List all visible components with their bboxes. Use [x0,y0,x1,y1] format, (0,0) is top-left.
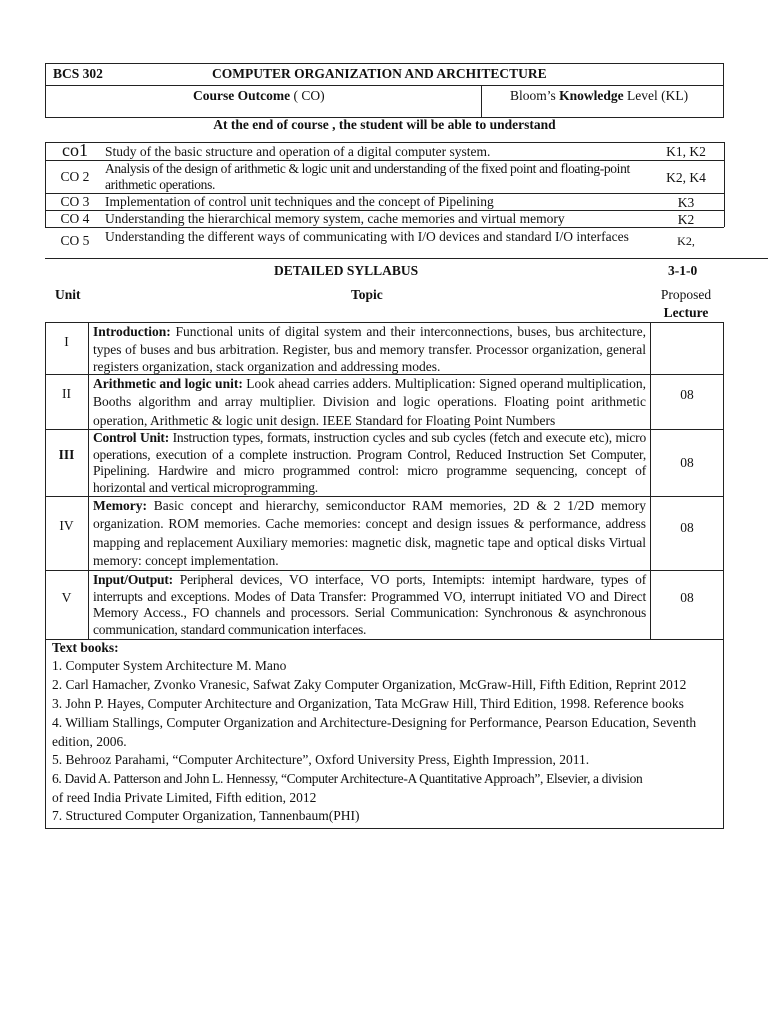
kl-column-label-suffix: Level (KL) [623,88,689,103]
co-left-border [45,142,46,227]
co-id: CO 4 [60,211,90,226]
unit-topic [93,430,646,497]
lecture-header-line1: Proposed [660,287,712,302]
unit-column-header: Unit [55,287,81,302]
unit-number: IV [59,518,74,534]
unit-topic [93,323,646,376]
unit-topic-body: Functional units of digital system and their interconnections, buses, bus architecture, types of buses and bus arbitration. Register, bus and memory transfer. Processor organization, general registers organization, stack organization and addressing modes. [93,324,646,375]
co-id: CO 2 [60,169,90,184]
unit-lecture: 08 [680,387,694,403]
kl-column-header [510,88,688,104]
syllabus-rule-5 [45,639,724,640]
header-divider [45,85,724,86]
syllabus-ltp: 3-1-0 [668,263,698,278]
course-code: BCS 302 [53,66,103,81]
topic-column-header: Topic [351,287,383,302]
co-kl: K3 [677,195,695,210]
unit-number: III [58,447,75,463]
unit-number: I [64,334,69,350]
textbook-line: 6. David A. Patterson and John L. Hennessy, “Computer Architecture-A Quantitative Approach”, Elsevier, a division [52,771,643,786]
unit-topic-heading: Input/Output: [93,572,173,587]
co-kl: K2, K4 [666,170,706,185]
unit-topic-heading: Arithmetic and logic unit: [93,376,243,391]
unit-topic-body: Instruction types, formats, instruction cycles and sub cycles (fetch and execute etc), micro operations, execution of a complete instruction. Program Control, Reduced Instruction Set Computer, Pipelining. Hardwire and micro programmed control: micro programme sequencing, concept of horizontal and vertical microprogramming. [93,430,647,496]
co-kl: K2, [677,234,695,248]
unit-topic [93,375,646,430]
co-kl: K2 [677,212,695,227]
unit-number: V [61,590,72,606]
co-text: Understanding the hierarchical memory system, cache memories and virtual memory [105,211,565,226]
co-text: Analysis of the design of arithmetic & logic unit and understanding of the fixed point and floating-point arithmetic operations. [105,161,630,192]
co-column-label: Course Outcome [193,88,291,103]
co-rule-0 [45,142,724,143]
co-right-border [724,142,725,227]
co-column-label-suffix: ( CO) [290,88,325,103]
lecture-column-header [648,287,724,321]
textbook-line: of reed India Private Limited, Fifth edition, 2012 [52,790,317,805]
co-text: Implementation of control unit techniques and the concept of Pipelining [105,194,494,209]
textbooks-heading: Text books: [52,640,119,655]
section-rule [45,258,768,259]
intro-text: At the end of course , the student will be able to understand [213,117,556,132]
textbook-line: 2. Carl Hamacher, Zvonko Vranesic, Safwat Zaky Computer Organization, McGraw-Hill, Fifth Edition, Reprint 2012 [52,677,687,692]
lecture-header-line2: Lecture [663,304,709,320]
syllabus-title: DETAILED SYLLABUS [274,263,419,278]
co-rule-4 [45,227,724,228]
co-text: Understanding the different ways of communicating with I/O devices and standard I/O interfaces [105,229,629,244]
header-col-divider [481,85,482,118]
unit-topic-heading: Memory: [93,498,147,513]
unit-topic-body: Basic concept and hierarchy, semiconductor RAM memories, 2D & 2 1/2D memory organization. ROM memories. Cache memories: concept and design issues & performance, address mapping and replacement Auxiliary memories: magnetic disk, magnetic tape and optical disks Virtual memory: concept implementation. [93,498,646,569]
unit-topic-body: Peripheral devices, VO interface, VO ports, Intemipts: intemipt hardware, types of interrupts and exceptions. Modes of Data Transfer: Programmed VO, interrupt initiated VO and Direct Memory Access., FO channels and processors. Serial Communication: Synchronous & asynchronous communication, standard communication interfaces. [93,572,646,638]
syllabus-col-unit [88,322,89,639]
co-text: Study of the basic structure and operation of a digital computer system. [105,144,491,159]
kl-column-label: Knowledge [559,88,624,103]
co-column-header [193,88,325,104]
unit-lecture: 08 [680,520,694,536]
textbook-line: 3. John P. Hayes, Computer Architecture and Organization, Tata McGraw Hill, Third Edition, 1998. Reference books [52,696,684,711]
course-title: COMPUTER ORGANIZATION AND ARCHITECTURE [212,66,547,81]
unit-lecture: 08 [680,590,694,606]
textbook-line: 1. Computer System Architecture M. Mano [52,658,287,673]
unit-number: II [62,386,71,402]
textbook-line: 5. Behrooz Parahami, “Computer Architecture”, Oxford University Press, Eighth Impression, 2011. [52,752,590,767]
textbook-line: edition, 2006. [52,734,127,749]
co-id: CO 3 [60,194,90,209]
unit-topic-heading: Introduction: [93,324,171,339]
unit-topic [93,572,646,639]
co-kl: K1, K2 [666,144,706,159]
unit-topic [93,497,646,571]
unit-topic-heading: Control Unit: [93,430,169,445]
textbook-line: 4. William Stallings, Computer Organization and Architecture-Designing for Performance, Pearson Education, Seventh [52,715,697,730]
kl-column-label-prefix: Bloom’s [510,88,560,103]
co-id: CO 5 [60,233,90,248]
co-id: co1 [62,140,88,160]
unit-lecture: 08 [680,454,694,470]
textbook-line: 7. Structured Computer Organization, Tannenbaum(PHI) [52,808,360,823]
unit-topic-body: Look ahead carries adders. Multiplication: Signed operand multiplication, Booths algorithm and array multiplier. Division and logic operations. Floating point arithmetic operation, Arithmetic & logic unit design. IEEE Standard for Floating Point Numbers [93,376,647,428]
unit-lecture [650,322,724,374]
